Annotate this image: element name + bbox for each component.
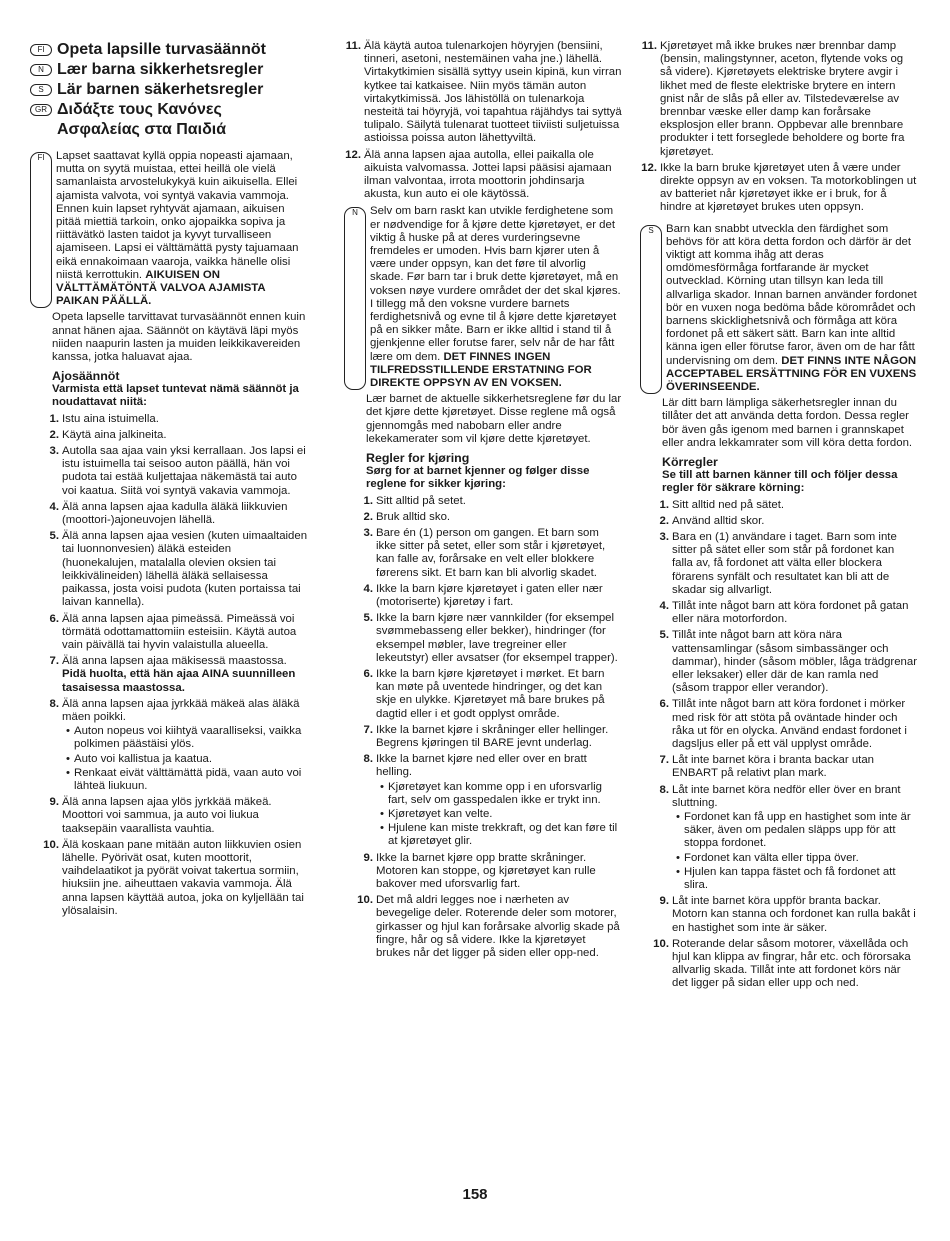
list-item-number: 2. <box>49 428 59 441</box>
bullet-item <box>62 725 308 751</box>
list-item-number: 11. <box>641 40 657 52</box>
list-item-text: Älä anna lapsen ajaa pimeässä. Pimeässä voi törmätä odottamattomiin esteisiin. Käytä autoa vain päivällä tai hyvin valaistulla alueella. <box>62 612 297 651</box>
list-item-number: 8. <box>49 697 59 710</box>
lang-badge: FI <box>30 152 52 308</box>
list-item-number: 1. <box>49 412 59 425</box>
list-item <box>356 894 622 960</box>
bullet-dot-icon: • <box>380 807 384 820</box>
list-item-text: Tillåt inte något barn att köra fordonet på gatan eller nära motorfordon. <box>672 599 909 626</box>
list-item-text: Bara en (1) användare i taget. Barn som inte sitter på sätet eller som står på fordonet kan falla av, få fordonet att välta eller blockera förarens synfält och resultatet kan bli att de skadar sig allvarligt. <box>672 530 897 596</box>
list-item-number: 2. <box>659 514 669 527</box>
list-item-number: 7. <box>363 723 373 736</box>
bullet-dot-icon: • <box>66 752 70 765</box>
list-item-number: 3. <box>49 445 59 458</box>
list-item-number: 4. <box>363 582 373 595</box>
list-item-number: 4. <box>659 599 669 612</box>
list-item <box>652 499 918 512</box>
list-item <box>356 583 622 609</box>
bullet-dot-icon: • <box>380 822 384 835</box>
lang-badge: N <box>344 207 366 390</box>
warning-text: DET FINNS INTE NÅGON ACCEPTABEL ERSÄTTNING FÖR EN VUXENS ÖVERINSEENDE. <box>666 354 917 394</box>
column-3 <box>640 40 918 994</box>
list-item-text: Låt inte barnet köra i branta backar utan ENBART på relativt plan mark. <box>672 754 874 780</box>
bullet-text: Kjøretøyet kan velte. <box>388 807 493 820</box>
list-item <box>356 495 622 508</box>
list-item-text: Älä anna lapsen ajaa mäkisessä maastossa. <box>62 655 287 668</box>
bullet-dot-icon: • <box>380 780 384 793</box>
fi-rules-list <box>30 413 308 918</box>
list-item-text: Ikke la barn bruke kjøretøyet uten å være under direkte oppsyn av en voksen. Ta motorkoblingen ut av batteriet når kjøretøyet ikke er i bruk, for å hindre at kjøretøyet brukes uten oppsyn. <box>660 161 917 214</box>
lang-badge: S <box>30 84 52 96</box>
list-item <box>42 655 308 695</box>
bullet-text: Hjulene kan miste trekkraft, og det kan føre til at kjøretøyet glir. <box>388 822 618 848</box>
list-item-text: Älä anna lapsen ajaa kadulla äläkä liikkuvien (moottori-)ajoneuvojen lähellä. <box>62 500 288 527</box>
list-item <box>356 527 622 580</box>
list-item <box>42 839 308 918</box>
bullet-text: Auton nopeus voi kiihtyä vaaralliseksi, vaikka polkimen päästäisi ylös. <box>74 725 302 751</box>
heading-text: Lär barnen säkerhetsregler <box>57 81 264 98</box>
lang-badge: GR <box>30 104 52 116</box>
sv-intro-block <box>640 223 918 395</box>
bullet-item <box>376 808 622 821</box>
bullet-dot-icon: • <box>676 865 680 878</box>
bullet-text: Fordonet kan välta eller tippa över. <box>684 851 859 864</box>
list-item-text: Älä käytä autoa tulenarkojen höyryjen (bensiini, tinneri, asetoni, nestemäinen vaha jne.) lähellä. Virtakytkimien sisällä syttyy usein kipinä, kun virran kytkee tai katkaisee. Niin myös tämän auton virtakytkimissä. Jos lähistöllä on tulenarkoja nesteitä tai höyryjä, voi tapahtua räjähdys tai syttyä tulipalo. Säilytä tulenarat tuotteet tiiviisti suljetuissa astioissa poissa auton lähettyviltä. <box>364 40 622 145</box>
no-paragraph: Lær barnet de aktuelle sikkerhetsreglene før du lar det kjøre dette kjøretøyet. Disse reglene må også gjennomgås med nabobarn eller andre lekekamerater som vil kjøre dette kjøretøyet. <box>366 393 622 445</box>
bullet-item <box>62 767 308 793</box>
fi-rules-list-continued <box>344 40 622 201</box>
column-2 <box>344 40 622 963</box>
list-item-number: 2. <box>363 510 373 523</box>
list-item-text: Ikke la barn kjøre kjøretøyet i gaten eller nær (motoriserte) kjøretøy i fart. <box>376 582 603 608</box>
list-item <box>42 613 308 653</box>
heading-fi <box>30 40 308 60</box>
list-item-text: Låt inte barnet köra uppför branta backar. Motorn kan stanna och fordonet kan rulla bakåt i en hastighet som inte är säker. <box>672 895 916 934</box>
intro-text: Barn kan snabbt utveckla den färdighet som behövs för att köra detta fordon och därför är det viktigt att komma ihåg att deras omdömesförmåga fortfarande är mycket outvecklad. Körning utan tillsyn kan leda till allvarliga skador. Innan barnen använder fordonet bör en vuxen noga bedöma både körområdet och barnens skicklighetsnivå och förmåga att köra fordonet på ett säkert sätt. Barn kan inte alltid känna igen eller förutse faror, även om de har fått undervisning om dem. <box>666 222 917 367</box>
list-item-number: 12. <box>345 148 361 161</box>
list-item <box>42 796 308 836</box>
list-item-number: 6. <box>659 698 669 711</box>
list-item <box>652 629 918 695</box>
warning-text: DET FINNES INGEN TILFREDSSTILLENDE ERSTATNING FOR DIREKTE OPPSYN AV EN VOKSEN. <box>370 350 592 390</box>
list-item-number: 1. <box>659 498 669 511</box>
list-item <box>344 40 622 146</box>
list-item-text: Älä anna lapsen ajaa ylös jyrkkää mäkeä. Moottori voi sammua, ja auto voi liukua taaksepäin vaarallista vauhtia. <box>62 796 272 835</box>
list-item-number: 3. <box>659 530 669 543</box>
list-item <box>652 754 918 780</box>
list-item-number: 10. <box>43 838 59 851</box>
list-item <box>640 40 918 159</box>
list-item-text: Kjøretøyet må ikke brukes nær brennbar damp (bensin, malingstynner, aceton, flytende voks og så videre). Kjøretøyets elektriske brytere avgir i likhet med de fleste elektriske brytere en intern gnist når de slås på eller av. Tilstedeværelse av brennbar væske eller damp kan forårsake eksplosjon eller brann. Oppbevar alle brennbare produkter i tett forseglede beholdere og borte fra kjøretøyet. <box>660 40 905 158</box>
bullet-text: Auto voi kallistua ja kaatua. <box>74 752 213 765</box>
list-item <box>652 895 918 935</box>
list-item-text: Ikke la barn kjøre nær vannkilder (for eksempel svømmebasseng eller bekker), hindringer (for eksempel møbler, lave tregreiner eller lekeutstyr) eller avsatser (for eksempel trapper). <box>376 612 618 664</box>
list-item <box>42 429 308 442</box>
list-item-number: 5. <box>659 629 669 642</box>
list-item-text: Ikke la barnet kjøre i skråninger eller hellinger. Begrens kjøringen til BARE jevnt underlag. <box>376 723 609 749</box>
list-item-text: Ikke la barnet kjøre opp bratte skråninger. Motoren kan stoppe, og kjøretøyet kan rulle bakover med uforsvarlig fart. <box>376 851 596 890</box>
fi-paragraph: Opeta lapselle tarvittavat turvasäännöt ennen kuin annat hänen ajaa. Säännöt on käytävä läpi myös niiden naapurin lasten ja muiden leikkikavereiden kanssa, jotka haluavat ajaa. <box>52 311 306 364</box>
warning-text: AIKUISEN ON VÄLTTÄMÄTÖNTÄ VALVOA AJAMISTA PAIKAN PÄÄLLÄ. <box>56 268 266 308</box>
list-item <box>652 938 918 991</box>
list-item-number: 3. <box>363 526 373 539</box>
heading-text: Lær barna sikkerhetsregler <box>57 61 264 78</box>
heading-no <box>30 60 308 80</box>
list-item <box>356 511 622 524</box>
bullet-dot-icon: • <box>66 725 70 738</box>
sv-rules-list <box>640 499 918 991</box>
list-item <box>356 852 622 892</box>
no-subheading: Regler for kjøring <box>366 451 470 466</box>
heading-gr <box>30 100 308 140</box>
list-item-text: Älä anna lapsen ajaa autolla, ellei paikalla ole aikuista valvomassa. Jottei lapsi pääsisi ajamaan ilman valvontaa, irrota moottorin johdinsarja akusta, kun auto ei ole käytössä. <box>364 148 612 201</box>
list-item-number: 10. <box>653 937 669 950</box>
list-item <box>356 724 622 750</box>
list-item-text: Tillåt inte något barn att köra nära vattensamlingar (såsom simbassänger och dammar), hinder (såsom möbler, låga trädgrenar eller leksaker) eller där de kan ramla ned (såsom trappor eller verandor). <box>672 629 918 695</box>
bullet-text: Hjulen kan tappa fästet och få fordonet att slira. <box>684 865 896 891</box>
list-item-number: 11. <box>345 40 361 52</box>
list-item <box>356 668 622 721</box>
list-item <box>652 515 918 528</box>
list-item-text: Det må aldri legges noe i nærheten av bevegelige deler. Roterende deler som motorer, girkasser og hjul kan forårsake alvorlig skade på fingre, hår og så videre. Ikke la kjøretøyet brukes når det ligger på siden eller opp-ned. <box>376 894 620 959</box>
heading-text: Διδάξτε τους Κανόνες Ασφαλείας στα Παιδιά <box>57 101 227 138</box>
list-item-number: 4. <box>49 500 59 513</box>
list-item-number: 5. <box>363 612 373 625</box>
list-item <box>42 501 308 527</box>
no-intro-block <box>344 205 622 390</box>
list-item-number: 10. <box>357 894 373 907</box>
lang-badge: S <box>640 225 662 395</box>
fi-intro-block <box>30 150 308 308</box>
column-1 <box>30 40 308 921</box>
list-item-text: Älä koskaan pane mitään auton liikkuvien osien lähelle. Pyörivät osat, kuten moottorit, vaihdelaatikot ja pyörät voivat takertua sormiin, hiuksiin jne. aiheuttaen vakavia vammoja. Älä anna lapsen käyttää autoa, joka on kyljellään tai ylösalaisin. <box>62 838 304 917</box>
list-item <box>356 612 622 665</box>
bullet-text: Fordonet kan få upp en hastighet som inte är säker, även om pedalen släpps upp för att stoppa fordonet. <box>684 810 911 850</box>
list-item-text: Låt inte barnet köra nedför eller över en brant sluttning. <box>672 783 901 809</box>
bullet-item <box>376 781 622 807</box>
sv-rules-intro: Se till att barnen känner till och följer dessa regler för säkrare körning: <box>662 469 898 495</box>
heading-sv <box>30 80 308 100</box>
bullet-dot-icon: • <box>676 810 680 823</box>
heading-text: Opeta lapsille turvasäännöt <box>57 41 266 58</box>
list-item-text: Sitt alltid ned på sätet. <box>672 498 785 511</box>
list-item <box>42 698 308 793</box>
bullet-item <box>672 866 918 892</box>
list-item-number: 7. <box>659 754 669 767</box>
list-item-number: 8. <box>363 753 373 766</box>
list-item-text: Istu aina istuimella. <box>62 412 159 425</box>
list-item-number: 9. <box>49 796 59 809</box>
list-item <box>652 531 918 597</box>
list-item <box>42 530 308 609</box>
list-item-number: 6. <box>49 612 59 625</box>
lang-badge: N <box>30 64 52 76</box>
list-item-text: Roterande delar såsom motorer, växellåda och hjul kan klippa av fingrar, hår etc. och förorsaka allvarlig skada. Tillåt inte att fordonet körs när det ligger på sidan eller upp och ned. <box>672 937 911 990</box>
list-item-text: Bare én (1) person om gangen. Et barn som ikke sitter på setet, eller som står i kjøretøyet, kan falle av, forårsake en velt eller blokkere førerens sikt. Et barn kan bli alvorlig skadet. <box>376 526 606 579</box>
list-item-number: 9. <box>363 851 373 864</box>
no-rules-list <box>344 495 622 961</box>
fi-subheading: Ajosäännöt <box>52 369 120 384</box>
list-item <box>42 445 308 498</box>
list-item <box>652 698 918 751</box>
list-item <box>344 149 622 202</box>
list-item-text: Sitt alltid på setet. <box>376 494 466 507</box>
list-item-text: Älä anna lapsen ajaa vesien (kuten uimaaltaiden tai luonnonvesien) äläkä esteiden (huonekalujen, matalalla olevien oksien tai leikkivälineiden) lähellä äläkä sellaisessa paikassa, josta voisi pudota (kuten portaissa tai laivan kannella). <box>62 530 308 609</box>
bullet-item <box>62 753 308 766</box>
no-rules-intro: Sørg for at barnet kjenner og følger disse reglene for sikker kjøring: <box>366 465 590 491</box>
intro-text: Selv om barn raskt kan utvikle ferdighetene som er nødvendige for å kjøre dette kjøretøyet, er det viktig å huske på at deres vurderingsevne fremdeles er umoden. Hvis barn kjører uten å være under oppsyn, kan det føre til alvorlig skade. Før barn tar i bruk dette kjøretøyet, må en voksen nøye vurdere området der det skal kjøres. I tillegg må den voksne vurdere barnets ferdighetsnivå og evne til å kjøre dette kjøretøyet på en sikker måte. Barn er ikke alltid i stand til å gjenkjenne eller forutse farer, selv når de har fått lære om dem. <box>370 205 621 363</box>
lang-badge: FI <box>30 44 52 56</box>
intro-text: Lapset saattavat kyllä oppia nopeasti ajamaan, mutta on syytä muistaa, ettei heillä ole vielä samanlaista arvostelukykyä kuin aikuisella. Ellei ajamista valvota, voi syntyä vakavia vammoja. Ennen kuin lapset ryhtyvät ajamaan, aikuisen pitää miettiä tarkoin, onko ajopaikka sopiva ja riittävätkö lasten taidot ja kyvyt turvalliseen ajamiseen. Lapsi ei välttämättä pysty tajuamaan eikä ennakoimaan vaaroja, vaikka hänelle olisi niistä kerrottukin. <box>56 150 299 281</box>
list-item-number: 12. <box>641 161 657 174</box>
list-item-number: 1. <box>363 494 373 507</box>
list-item-number: 6. <box>363 667 373 680</box>
list-item-text: Autolla saa ajaa vain yksi kerrallaan. Jos lapsi ei istu istuimella tai seisoo auton päällä, hän voi pudota tai estää kuljettajaa näkemästä tai auto voi kaatua. Siitä voi syntyä vakavia vammoja. <box>62 445 306 497</box>
bullet-item <box>376 822 622 848</box>
bullet-dot-icon: • <box>676 851 680 864</box>
bullet-dot-icon: • <box>66 766 70 779</box>
list-item-number: 7. <box>49 655 59 668</box>
sv-paragraph: Lär ditt barn lämpliga säkerhetsregler innan du tillåter det att använda detta fordon. Dessa regler bör även gås igenom med barnen i grannskapet eller andra lekkamrater som vill köra detta fordon. <box>662 397 913 449</box>
list-item <box>356 753 622 848</box>
list-item-text: Ikke la barn kjøre kjøretøyet i mørket. Et barn kan møte på uventede hindringer, og det kan skje en ulykke. Kjøretøyet må bare brukes på dagtid eller i et godt opplyst område. <box>376 667 605 720</box>
list-item <box>640 162 918 215</box>
list-item-text: Ikke la barnet kjøre ned eller over en bratt helling. <box>376 753 587 779</box>
list-item-text: Tillåt inte något barn att köra fordonet i mörker med risk för att stöta på oväntade hinder och råka ut för en olycka. Använd endast fordonet i dagsljus eller på ett väl upplyst område. <box>672 698 907 750</box>
fi-rules-intro: Varmista että lapset tuntevat nämä säännöt ja noudattavat niitä: <box>52 383 299 409</box>
list-item-text: Använd alltid skor. <box>672 514 765 527</box>
list-item-number: 8. <box>659 783 669 796</box>
list-item-emphasis: Pidä huolta, että hän ajaa AINA suunnilleen tasaisessa maastossa. <box>62 668 296 694</box>
sv-subheading: Körregler <box>662 455 718 470</box>
list-item-number: 5. <box>49 530 59 543</box>
list-item-text: Älä anna lapsen ajaa jyrkkää mäkeä alas äläkä mäen poikki. <box>62 697 300 723</box>
list-item-text: Bruk alltid sko. <box>376 510 451 523</box>
bullet-text: Kjøretøyet kan komme opp i en uforsvarlig fart, selv om gasspedalen ikke er trykt inn. <box>388 780 602 806</box>
bullet-item <box>672 852 918 865</box>
list-item <box>652 600 918 626</box>
bullet-text: Renkaat eivät välttämättä pidä, vaan auto voi lähteä liukuun. <box>74 766 302 792</box>
no-rules-list-continued <box>640 40 918 215</box>
page-number: 158 <box>462 1186 488 1203</box>
list-item <box>42 413 308 426</box>
list-item-text: Käytä aina jalkineita. <box>62 428 167 441</box>
list-item <box>652 784 918 893</box>
list-item-number: 9. <box>659 895 669 908</box>
bullet-item <box>672 811 918 851</box>
